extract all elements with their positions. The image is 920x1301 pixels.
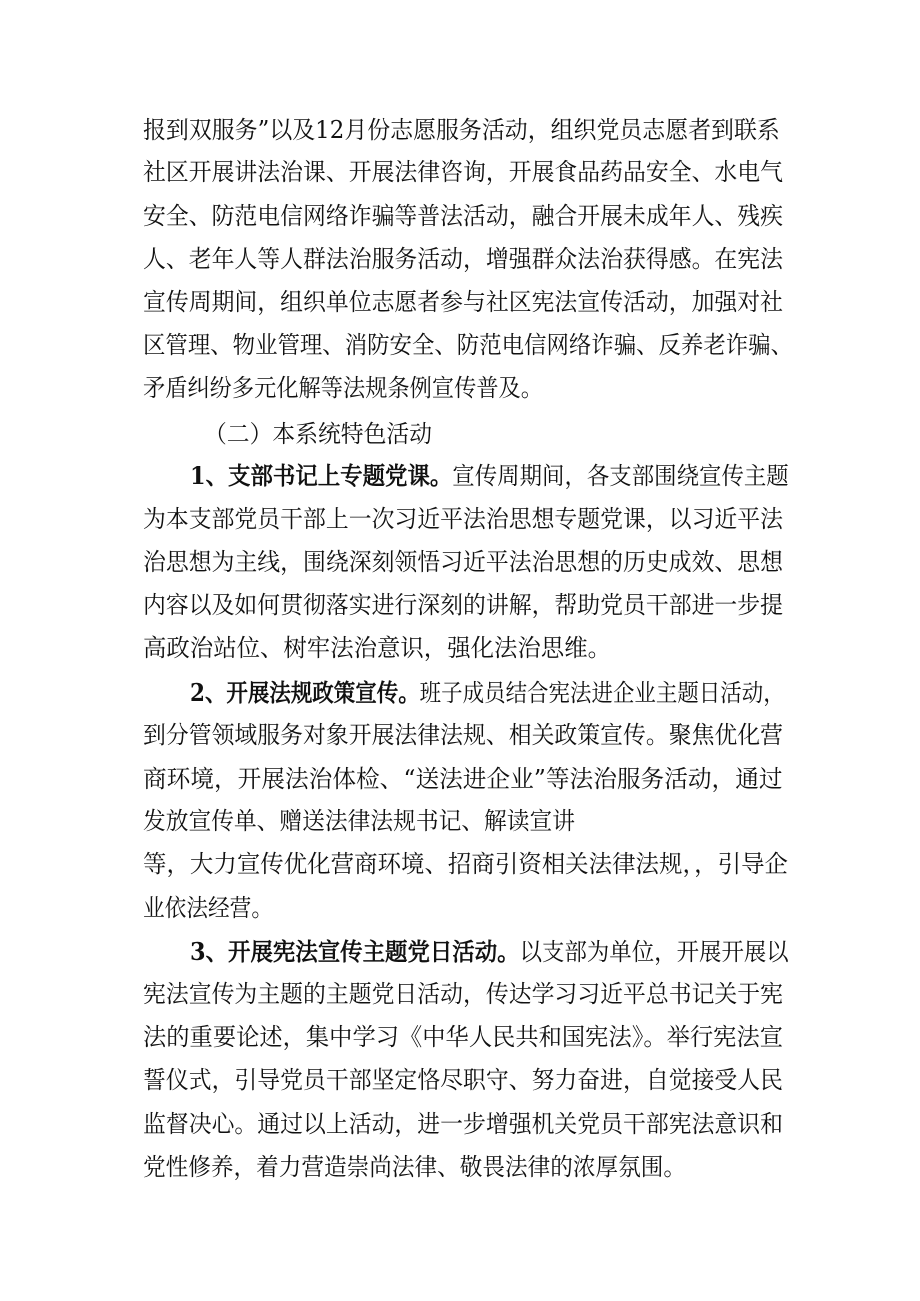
paragraph-line: 商环境，开展法治体检、“送法进企业”等法治服务活动，通过 bbox=[143, 765, 783, 793]
section-heading: （二）本系统特色活动 bbox=[204, 420, 432, 448]
paragraph-line: 为本支部党员干部上一次习近平法治思想专题党课，以习近平法 bbox=[143, 505, 783, 533]
paragraph-line: 社区开展讲法治课、开展法律咨询，开展食品药品安全、水电气 bbox=[143, 158, 783, 186]
item-2-first-line bbox=[190, 678, 785, 708]
paragraph-line: 内容以及如何贯彻落实进行深刻的讲解，帮助党员干部进一步提 bbox=[143, 591, 783, 619]
item-1-text: 宣传周期间，各支部围绕宣传主题 bbox=[452, 462, 789, 490]
paragraph-line: 区管理、物业管理、消防安全、防范电信网络诈骗、反养老诈骗、 bbox=[143, 331, 793, 359]
paragraph-line: 业依法经营。 bbox=[143, 894, 273, 922]
paragraph-line: 监督决心。通过以上活动，进一步增强机关党员干部宪法意识和 bbox=[143, 1110, 783, 1138]
paragraph-line: 宣传周期间，组织单位志愿者参与社区宪法宣传活动，加强对社 bbox=[143, 288, 783, 316]
paragraph-line: 党性修养，着力营造崇尚法律、敬畏法律的浓厚氛围。 bbox=[143, 1153, 686, 1181]
paragraph-line: 安全、防范电信网络诈骗等普法活动，融合开展未成年人、残疾 bbox=[143, 202, 783, 230]
item-3-first-line bbox=[190, 937, 789, 967]
item-2-text: 班子成员结合宪法进企业主题日活动， bbox=[419, 679, 785, 707]
paragraph-line: 宪法宣传为主题的主题党日活动，传达学习习近平总书记关于宪 bbox=[143, 980, 783, 1008]
item-2-title: 2、开展法规政策宣传。 bbox=[190, 678, 420, 707]
paragraph-line: 誓仪式，引导党员干部坚定恪尽职守、努力奋进，自觉接受人民 bbox=[143, 1066, 783, 1094]
paragraph-line: 发放宣传单、赠送法律法规书记、解读宣讲 bbox=[143, 807, 575, 835]
item-3-text: 以支部为单位，开展开展以 bbox=[519, 938, 789, 966]
item-3-title: 3、开展宪法宣传主题党日活动。 bbox=[190, 937, 520, 966]
paragraph-line: 人、老年人等人群法治服务活动，增强群众法治获得感。在宪法 bbox=[143, 245, 783, 273]
paragraph-line: 矛盾纠纷多元化解等法规条例宣传普及。 bbox=[143, 374, 543, 402]
paragraph-line: 法的重要论述，集中学习《中华人民共和国宪法》。举行宪法宣 bbox=[143, 1023, 783, 1051]
paragraph-line: 等，大力宣传优化营商环境、招商引资相关法律法规，，引导企 bbox=[143, 850, 788, 878]
item-1-title: 1、支部书记上专题党课。 bbox=[190, 461, 453, 490]
paragraph-line: 报到双服务”以及12月份志愿服务活动，组织党员志愿者到联系 bbox=[143, 116, 780, 144]
paragraph-line: 治思想为主线，围绕深刻领悟习近平法治思想的历史成效、思想 bbox=[143, 548, 783, 576]
paragraph-line: 高政治站位、树牢法治意识，强化法治思维。 bbox=[143, 634, 611, 662]
item-1-first-line bbox=[190, 461, 789, 491]
paragraph-line: 到分管领域服务对象开展法律法规、相关政策宣传。聚焦优化营 bbox=[143, 721, 783, 749]
